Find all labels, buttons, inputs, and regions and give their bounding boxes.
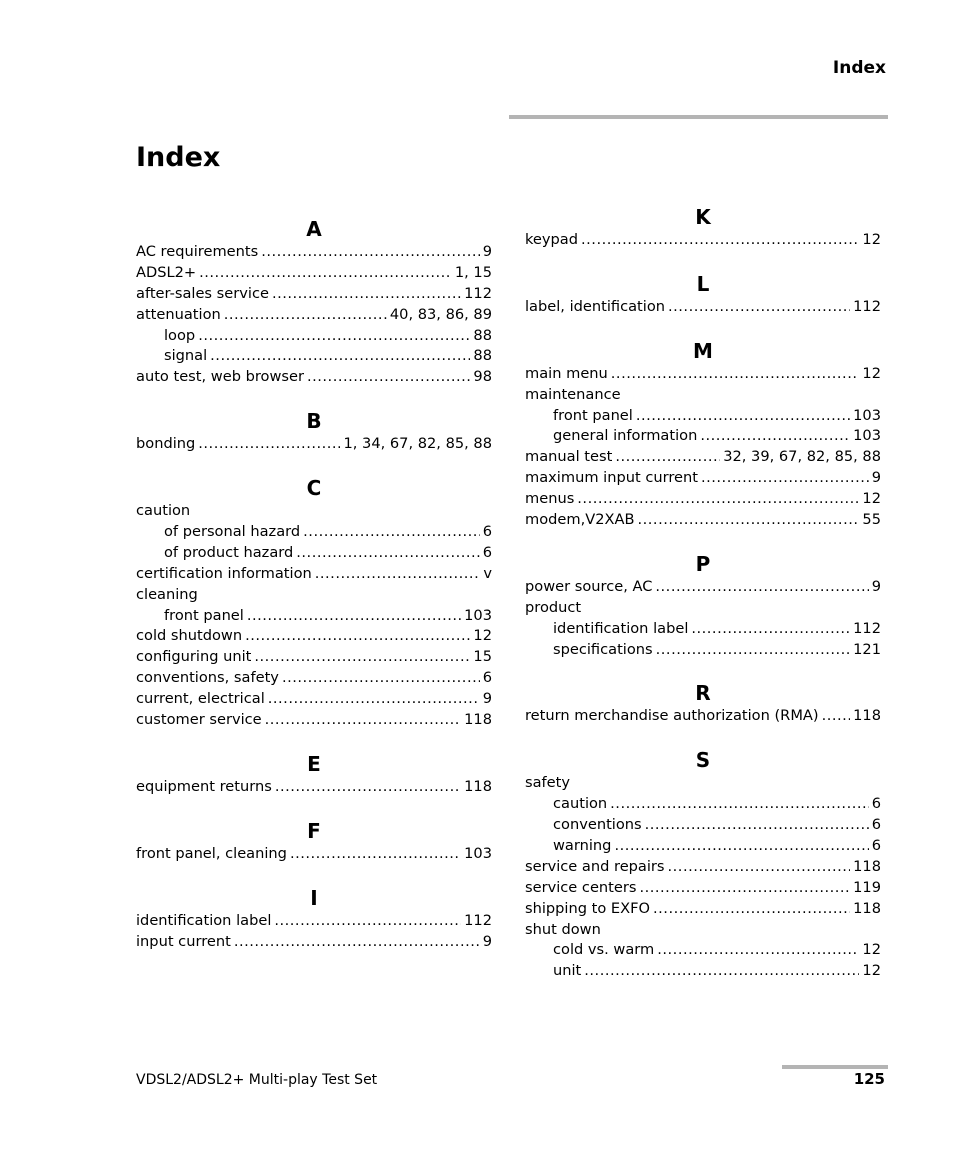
dot-leader <box>645 815 869 836</box>
index-subentry <box>525 619 881 640</box>
entry-pages: 6 <box>871 837 881 855</box>
index-entry <box>525 468 881 489</box>
section-letter: C <box>306 476 322 501</box>
index-entry <box>525 598 881 619</box>
dot-leader <box>265 710 462 731</box>
entry-term: caution <box>553 795 608 813</box>
entry-term: equipment returns <box>136 777 272 795</box>
entry-pages: 88 <box>473 347 492 365</box>
index-entry <box>525 878 881 899</box>
entry-pages: 118 <box>464 711 492 729</box>
section-letter: P <box>695 551 711 576</box>
entry-term: front panel <box>553 406 633 424</box>
dot-leader <box>296 543 479 564</box>
index-subentry <box>136 606 492 627</box>
entry-term: loop <box>164 326 196 344</box>
section-letter: L <box>696 271 710 296</box>
entry-pages: 118 <box>853 857 881 875</box>
section-letter: K <box>695 205 711 229</box>
entry-pages: 119 <box>853 878 881 896</box>
dot-leader <box>656 640 850 661</box>
index-entry <box>136 305 492 326</box>
index-subentry <box>525 794 881 815</box>
dot-leader <box>691 619 850 640</box>
index-entry <box>525 920 881 941</box>
dot-leader <box>254 647 470 668</box>
entry-term: product <box>525 598 582 616</box>
index-entry <box>136 626 492 647</box>
entry-term: menus <box>525 490 575 508</box>
entry-term: conventions, safety <box>136 669 279 687</box>
dot-leader <box>615 447 720 468</box>
running-header: Index <box>832 58 886 78</box>
entry-pages: 118 <box>853 707 881 725</box>
index-section-k <box>525 204 881 251</box>
index-column-right <box>525 204 881 1002</box>
entry-term: attenuation <box>136 305 221 323</box>
index-section-s <box>525 747 881 982</box>
index-entry <box>525 857 881 878</box>
index-entry <box>525 489 881 510</box>
index-subentry <box>136 543 492 564</box>
index-entry <box>136 564 492 585</box>
entry-term: front panel <box>164 606 244 624</box>
dot-leader <box>636 406 850 427</box>
index-section-f <box>136 818 492 865</box>
entry-pages: 98 <box>473 368 492 386</box>
entry-term: front panel, cleaning <box>136 844 287 862</box>
entry-term: cold vs. warm <box>553 941 655 959</box>
entry-pages: 103 <box>464 844 492 862</box>
index-section-m <box>525 338 881 531</box>
index-section-b <box>136 408 492 455</box>
index-subentry <box>525 940 881 961</box>
index-subentry <box>136 522 492 543</box>
index-entry <box>525 385 881 406</box>
page-number: 125 <box>853 1070 885 1088</box>
section-letter: M <box>693 338 713 363</box>
dot-leader <box>307 367 470 388</box>
footer-rule <box>782 1065 888 1069</box>
entry-pages: 112 <box>464 284 492 302</box>
index-entry <box>136 689 492 710</box>
entry-term: modem,V2XAB <box>525 511 635 529</box>
entry-pages: 55 <box>862 511 881 529</box>
dot-leader <box>261 242 479 263</box>
index-section-a <box>136 216 492 388</box>
entry-pages: 103 <box>853 406 881 424</box>
entry-term: customer service <box>136 711 262 729</box>
index-section-l <box>525 271 881 318</box>
dot-leader <box>198 326 470 347</box>
dot-leader <box>290 844 461 865</box>
entry-pages: 1, 15 <box>454 263 492 281</box>
index-entry <box>136 501 492 522</box>
entry-pages: 9 <box>871 577 881 595</box>
index-subentry <box>136 326 492 347</box>
dot-leader <box>611 364 860 385</box>
dot-leader <box>577 489 859 510</box>
entry-term: return merchandise authorization (RMA) <box>525 707 819 725</box>
dot-leader <box>584 961 859 982</box>
index-entry <box>525 577 881 598</box>
entry-pages: 32, 39, 67, 82, 85, 88 <box>723 448 881 466</box>
index-entry <box>136 932 492 953</box>
entry-term: cleaning <box>136 585 198 603</box>
dot-leader <box>638 510 860 531</box>
index-subentry <box>525 961 881 982</box>
dot-leader <box>198 434 340 455</box>
index-subentry <box>525 836 881 857</box>
entry-term: maintenance <box>525 385 621 403</box>
entry-term: power source, AC <box>525 577 653 595</box>
dot-leader <box>247 606 461 627</box>
entry-pages: 12 <box>473 627 492 645</box>
dot-leader <box>245 626 470 647</box>
section-letter: F <box>307 818 321 843</box>
dot-leader <box>614 836 868 857</box>
index-entry <box>525 706 881 727</box>
index-entry <box>136 668 492 689</box>
index-entry <box>136 710 492 731</box>
entry-term: maximum input current <box>525 469 698 487</box>
index-entry <box>525 297 881 318</box>
entry-term: safety <box>525 774 571 792</box>
entry-pages: 6 <box>871 816 881 834</box>
entry-term: bonding <box>136 435 196 453</box>
index-subentry <box>136 346 492 367</box>
entry-pages: 12 <box>862 962 881 980</box>
index-entry <box>136 911 492 932</box>
index-entry <box>136 242 492 263</box>
dot-leader <box>822 706 851 727</box>
entry-term: service centers <box>525 878 637 896</box>
entry-pages: 40, 83, 86, 89 <box>389 305 492 323</box>
entry-term: auto test, web browser <box>136 368 304 386</box>
entry-pages: 1, 34, 67, 82, 85, 88 <box>343 435 492 453</box>
header-rule <box>509 115 888 119</box>
entry-term: shipping to EXFO <box>525 899 651 917</box>
dot-leader <box>272 284 461 305</box>
entry-term: manual test <box>525 448 613 466</box>
entry-pages: 12 <box>862 490 881 508</box>
entry-term: AC requirements <box>136 243 259 260</box>
entry-term: identification label <box>136 911 272 929</box>
entry-term: unit <box>553 962 582 980</box>
entry-pages: 112 <box>464 911 492 929</box>
index-entry <box>136 585 492 606</box>
dot-leader <box>701 468 869 489</box>
entry-pages: 6 <box>482 669 492 687</box>
dot-leader <box>581 230 859 251</box>
section-letter: B <box>306 409 322 434</box>
entry-term: service and repairs <box>525 857 665 875</box>
index-section-e <box>136 751 492 798</box>
dot-leader <box>657 940 859 961</box>
index-subentry <box>525 426 881 447</box>
section-letter: I <box>310 885 318 910</box>
entry-pages: 12 <box>862 364 881 382</box>
entry-term: certification information <box>136 564 312 582</box>
entry-term: conventions <box>553 816 642 834</box>
entry-pages: v <box>483 564 492 582</box>
entry-pages: 103 <box>464 606 492 624</box>
section-letter: S <box>695 748 711 773</box>
index-entry <box>525 230 881 251</box>
entry-term: identification label <box>553 619 689 637</box>
entry-term: configuring unit <box>136 648 252 666</box>
index-section-c <box>136 475 492 731</box>
entry-pages: 118 <box>464 777 492 795</box>
dot-leader <box>275 777 461 798</box>
dot-leader <box>315 564 481 585</box>
index-subentry <box>525 640 881 661</box>
index-entry <box>136 284 492 305</box>
dot-leader <box>668 857 851 878</box>
entry-term: specifications <box>553 640 653 658</box>
entry-pages: 9 <box>482 690 492 708</box>
entry-term: keypad <box>525 231 579 248</box>
dot-leader <box>224 305 387 326</box>
entry-pages: 112 <box>853 297 881 315</box>
entry-term: ADSL2+ <box>136 263 197 281</box>
index-entry <box>136 434 492 455</box>
dot-leader <box>282 668 480 689</box>
footer-product-name: VDSL2/ADSL2+ Multi-play Test Set <box>136 1072 378 1088</box>
entry-term: warning <box>553 837 612 855</box>
entry-pages: 121 <box>853 640 881 658</box>
entry-pages: 15 <box>473 648 492 666</box>
entry-pages: 6 <box>482 543 492 561</box>
entry-term: after-sales service <box>136 284 269 302</box>
index-entry <box>136 777 492 798</box>
dot-leader <box>668 297 850 318</box>
index-subentry <box>525 406 881 427</box>
dot-leader <box>210 346 470 367</box>
index-subentry <box>525 815 881 836</box>
index-entry <box>136 367 492 388</box>
entry-pages: 9 <box>482 243 492 260</box>
entry-pages: 103 <box>853 427 881 445</box>
dot-leader <box>653 899 850 920</box>
index-entry <box>136 263 492 284</box>
entry-term: caution <box>136 502 191 520</box>
entry-term: main menu <box>525 364 608 382</box>
dot-leader <box>234 932 480 953</box>
index-section-r <box>525 680 881 727</box>
entry-term: general information <box>553 427 698 445</box>
dot-leader <box>268 689 480 710</box>
entry-term: signal <box>164 347 208 365</box>
entry-term: of personal hazard <box>164 523 301 541</box>
entry-term: cold shutdown <box>136 627 243 645</box>
entry-pages: 6 <box>482 523 492 541</box>
entry-pages: 112 <box>853 619 881 637</box>
index-entry <box>525 364 881 385</box>
index-entry <box>525 510 881 531</box>
entry-pages: 9 <box>871 469 881 487</box>
index-entry <box>525 447 881 468</box>
index-entry <box>136 844 492 865</box>
index-section-i <box>136 885 492 953</box>
index-entry <box>136 647 492 668</box>
page-title: Index <box>136 142 221 173</box>
index-entry <box>525 899 881 920</box>
entry-term: label, identification <box>525 297 666 315</box>
section-letter: E <box>307 751 321 776</box>
dot-leader <box>199 263 452 284</box>
entry-term: input current <box>136 932 231 950</box>
entry-pages: 12 <box>862 941 881 959</box>
entry-pages: 12 <box>862 231 881 248</box>
entry-pages: 118 <box>853 899 881 917</box>
index-column-left <box>136 216 492 972</box>
dot-leader <box>655 577 868 598</box>
dot-leader <box>274 911 461 932</box>
section-letter: R <box>695 681 711 706</box>
index-section-p <box>525 551 881 661</box>
entry-term: of product hazard <box>164 543 294 561</box>
entry-pages: 9 <box>482 932 492 950</box>
section-letter: A <box>306 217 322 241</box>
index-entry <box>525 773 881 794</box>
entry-term: current, electrical <box>136 690 265 708</box>
entry-term: shut down <box>525 920 601 938</box>
dot-leader <box>700 426 850 447</box>
dot-leader <box>610 794 869 815</box>
dot-leader <box>303 522 480 543</box>
dot-leader <box>639 878 850 899</box>
entry-pages: 88 <box>473 326 492 344</box>
entry-pages: 6 <box>871 795 881 813</box>
